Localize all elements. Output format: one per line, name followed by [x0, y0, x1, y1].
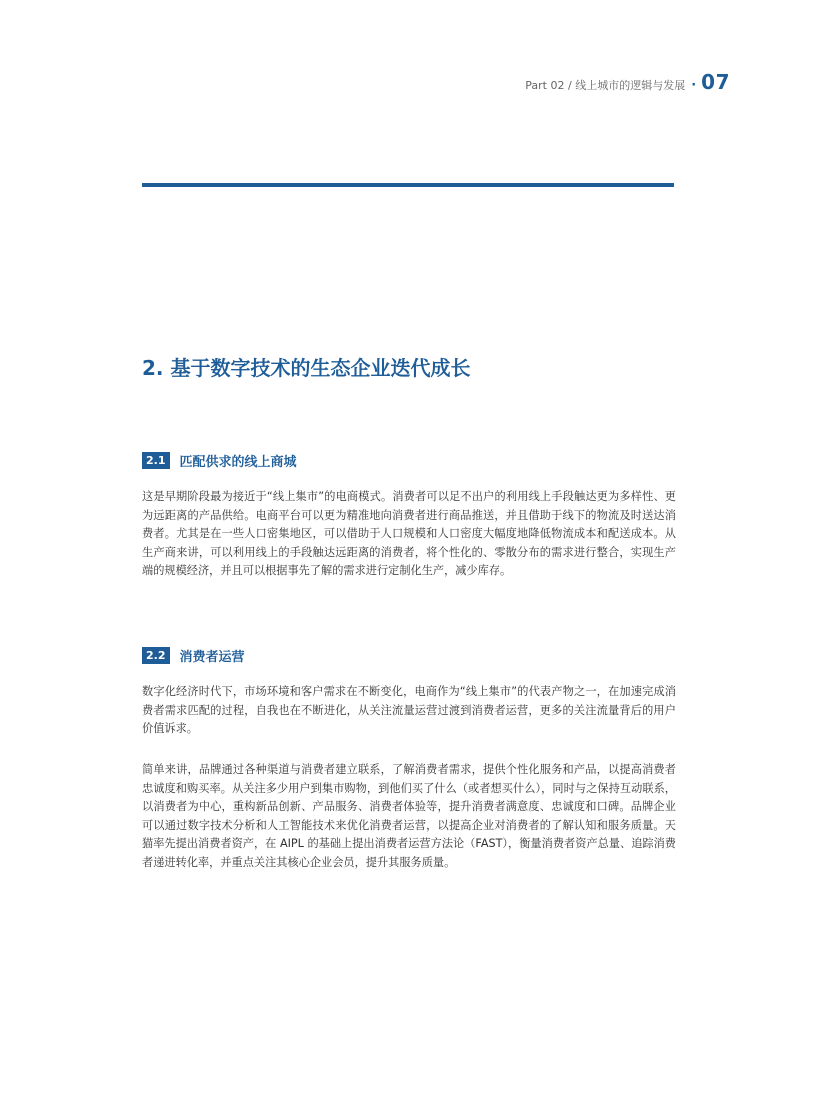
- subsection-number-badge: 2.2: [142, 647, 170, 664]
- subsection-heading-2-2: [142, 646, 245, 665]
- subsection-title: 匹配供求的线上商城: [179, 455, 297, 470]
- header-part-text: Part 02 / 线上城市的逻辑与发展: [525, 79, 686, 92]
- page-header: [525, 70, 730, 94]
- header-dot: ·: [691, 78, 697, 93]
- page-number: 07: [701, 70, 730, 94]
- paragraph-2-2-1: 数字化经济时代下，市场环境和客户需求在不断变化，电商作为“线上集市”的代表产物之一，在加速完成消费者需求匹配的过程，自我也在不断进化，从关注流量运营过渡到消费者运营，更多的关注流量背后的用户价值诉求。: [142, 685, 676, 736]
- paragraph-2-1-1: 这是早期阶段最为接近于“线上集市”的电商模式。消费者可以足不出户的利用线上手段触达更为多样性、更为远距离的产品供给。电商平台可以更为精准地向消费者进行商品推送，并且借助于线下的物流及时送达消费者。尤其是在一些人口密集地区，可以借助于人口规模和人口密度大幅度地降低物流成本和配送成本。从生产商来讲，可以利用线上的手段触达远距离的消费者，将个性化的、零散分布的需求进行整合，实现生产端的规模经济，并且可以根据事先了解的需求进行定制化生产，减少库存。: [142, 490, 676, 578]
- subsection-number-badge: 2.1: [142, 452, 170, 469]
- section-title: 2. 基于数字技术的生态企业迭代成长: [142, 356, 471, 380]
- subsection-title: 消费者运营: [179, 650, 245, 665]
- subsection-heading-2-1: [142, 451, 297, 470]
- top-rule-divider: [142, 183, 674, 187]
- paragraph-2-2-2: 简单来讲，品牌通过各种渠道与消费者建立联系，了解消费者需求，提供个性化服务和产品，以提高消费者忠诚度和购买率。从关注多少用户到集市购物，到他们买了什么（或者想买什么），同时与之保持互动联系，以消费者为中心，重构新品创新、产品服务、消费者体验等，提升消费者满意度、忠诚度和口碑。品牌企业可以通过数字技术分析和人工智能技术来优化消费者运营，以提高企业对消费者的了解认知和服务质量。天猫率先提出消费者资产，在 AIPL 的基础上提出消费者运营方法论（FAST），衡量消费者资产总量、追踪消费者递进转化率，并重点关注其核心企业会员，提升其服务质量。: [142, 763, 676, 869]
